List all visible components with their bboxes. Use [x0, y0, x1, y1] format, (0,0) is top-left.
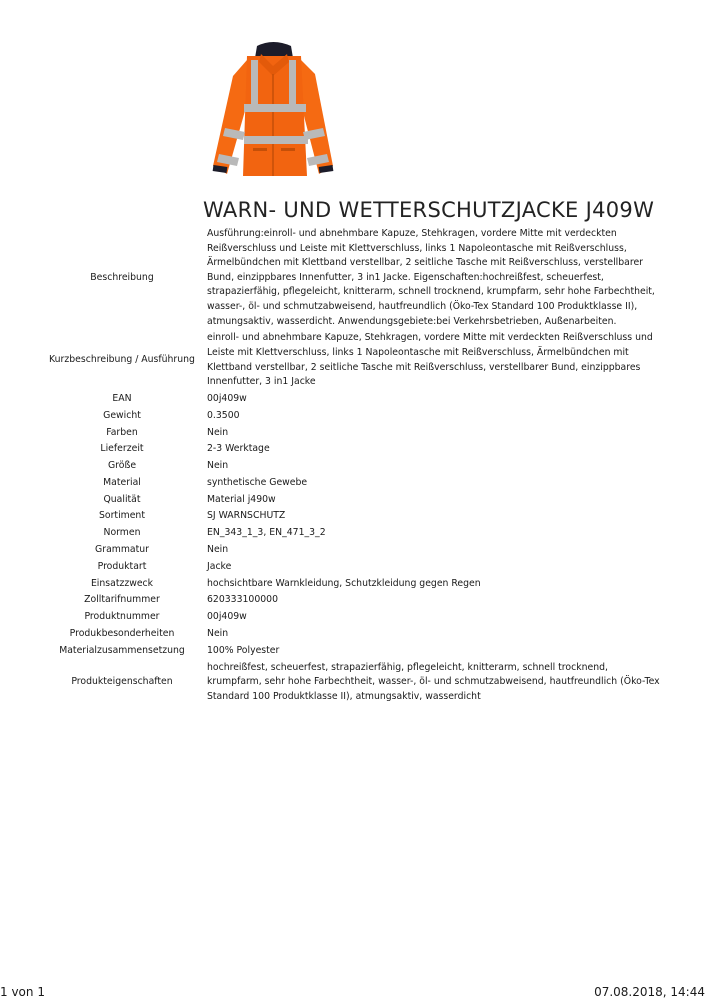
spec-value: hochreißfest, scheuerfest, strapazierfähig, pflegeleicht, knitterarm, schnell trocknend, krumpfarm, sehr hohe Farbechtheit, wasser-, öl- und schmutzabweisend, hautfreundlich (Öko-Tex Standard 100 Produktklasse II), atmungsaktiv, wasserdicht — [207, 661, 660, 702]
spec-value: synthetische Gewebe — [207, 476, 308, 488]
spec-row — [44, 330, 660, 391]
spec-row — [44, 475, 660, 492]
spec-row — [44, 609, 660, 626]
spec-label: Einsatzzweck — [90, 577, 154, 589]
spec-label: Produktnummer — [84, 611, 160, 623]
spec-row — [44, 626, 660, 643]
spec-label: Materialzusammensetzung — [59, 644, 185, 656]
spec-value: 00j409w — [207, 611, 247, 623]
spec-row — [44, 643, 660, 660]
spec-label: Sortiment — [99, 510, 145, 522]
spec-value: Nein — [207, 627, 229, 639]
spec-row — [44, 525, 660, 542]
spec-row — [44, 424, 660, 441]
spec-label: Kurzbeschreibung / Ausführung — [49, 354, 195, 366]
spec-value: Jacke — [207, 560, 232, 572]
spec-label: Zolltarifnummer — [84, 594, 160, 606]
spec-row — [44, 542, 660, 559]
spec-value: Ausführung:einroll- und abnehmbare Kapuze, Stehkragen, vordere Mitte mit verdeckten Reißverschluss und Leiste mit Klettverschluss, links 1 Napoleontasche mit Reißverschluss, Ärmelbündchen mit Klettband verstellbar, 2 seitliche Tasche mit Reißverschluss, verstellbarer Bund, einzippbares Innenfutter, 3 in1 Jacke. Eigenschaften:hochreißfest, scheuerfest, strapazierfähig, pflegeleicht, knitterarm, schnell trocknend, krumpfarm, sehr hohe Farbechtheit, wasser-, öl- und schmutzabweisend, hautfreundlich (Öko-Tex Standard 100 Produktklasse II), atmungsaktiv, wasserdicht. Anwendungsgebiete:bei Verkehrsbetrieben, Außenarbeiten. — [207, 228, 655, 327]
spec-row — [44, 408, 660, 425]
spec-row — [44, 458, 660, 475]
spec-value: SJ WARNSCHUTZ — [207, 510, 286, 522]
spec-label: Qualität — [103, 493, 141, 505]
spec-row — [44, 659, 660, 705]
spec-row — [44, 492, 660, 509]
spec-value: 2-3 Werktage — [207, 443, 270, 455]
spec-value: Material j490w — [207, 493, 276, 505]
spec-label: EAN — [112, 393, 132, 404]
spec-value: EN_343_1_3, EN_471_3_2 — [207, 527, 326, 539]
spec-row — [44, 559, 660, 576]
spec-value: 0.3500 — [207, 409, 240, 421]
spec-label: Beschreibung — [90, 271, 154, 283]
product-title: WARN- UND WETTERSCHUTZJACKE J409W — [203, 198, 655, 222]
spec-label: Grammatur — [95, 544, 149, 556]
spec-value: Nein — [207, 544, 229, 556]
jacket-product-image — [203, 36, 343, 186]
print-timestamp: 07.08.2018, 14:44 — [594, 985, 705, 999]
spec-value: Nein — [207, 460, 229, 472]
spec-value: 100% Polyester — [207, 644, 280, 656]
spec-label: Farben — [106, 426, 138, 438]
spec-row — [44, 441, 660, 458]
spec-row — [44, 508, 660, 525]
spec-value: hochsichtbare Warnkleidung, Schutzkleidung gegen Regen — [207, 577, 481, 589]
spec-label: Material — [103, 476, 141, 488]
spec-row — [44, 592, 660, 609]
spec-row — [44, 226, 660, 330]
spec-label: Gewicht — [103, 409, 141, 421]
spec-label: Produkbesonderheiten — [69, 627, 175, 639]
spec-table — [44, 226, 660, 705]
page-number: 1 von 1 — [0, 985, 45, 999]
spec-value: Nein — [207, 426, 229, 438]
spec-row — [44, 576, 660, 593]
spec-value: 620333100000 — [207, 594, 278, 606]
spec-value: einroll- und abnehmbare Kapuze, Stehkragen, vordere Mitte mit verdeckten Reißverschluss und Leiste mit Klettverschluss, links 1 Napoleontasche mit Reißverschluss, Ärmelbündchen mit Klettband verstellbar, 2 seitliche Tasche mit Reißverschluss, verstellbarer Bund, einzippbares Innenfutter, 3 in1 Jacke — [207, 332, 653, 388]
spec-value: 00j409w — [207, 393, 247, 404]
spec-label: Produktart — [97, 560, 147, 572]
spec-row — [44, 391, 660, 408]
spec-label: Produkteigenschaften — [71, 676, 173, 688]
spec-label: Lieferzeit — [100, 443, 144, 455]
spec-label: Größe — [107, 460, 137, 472]
spec-label: Normen — [103, 527, 141, 539]
